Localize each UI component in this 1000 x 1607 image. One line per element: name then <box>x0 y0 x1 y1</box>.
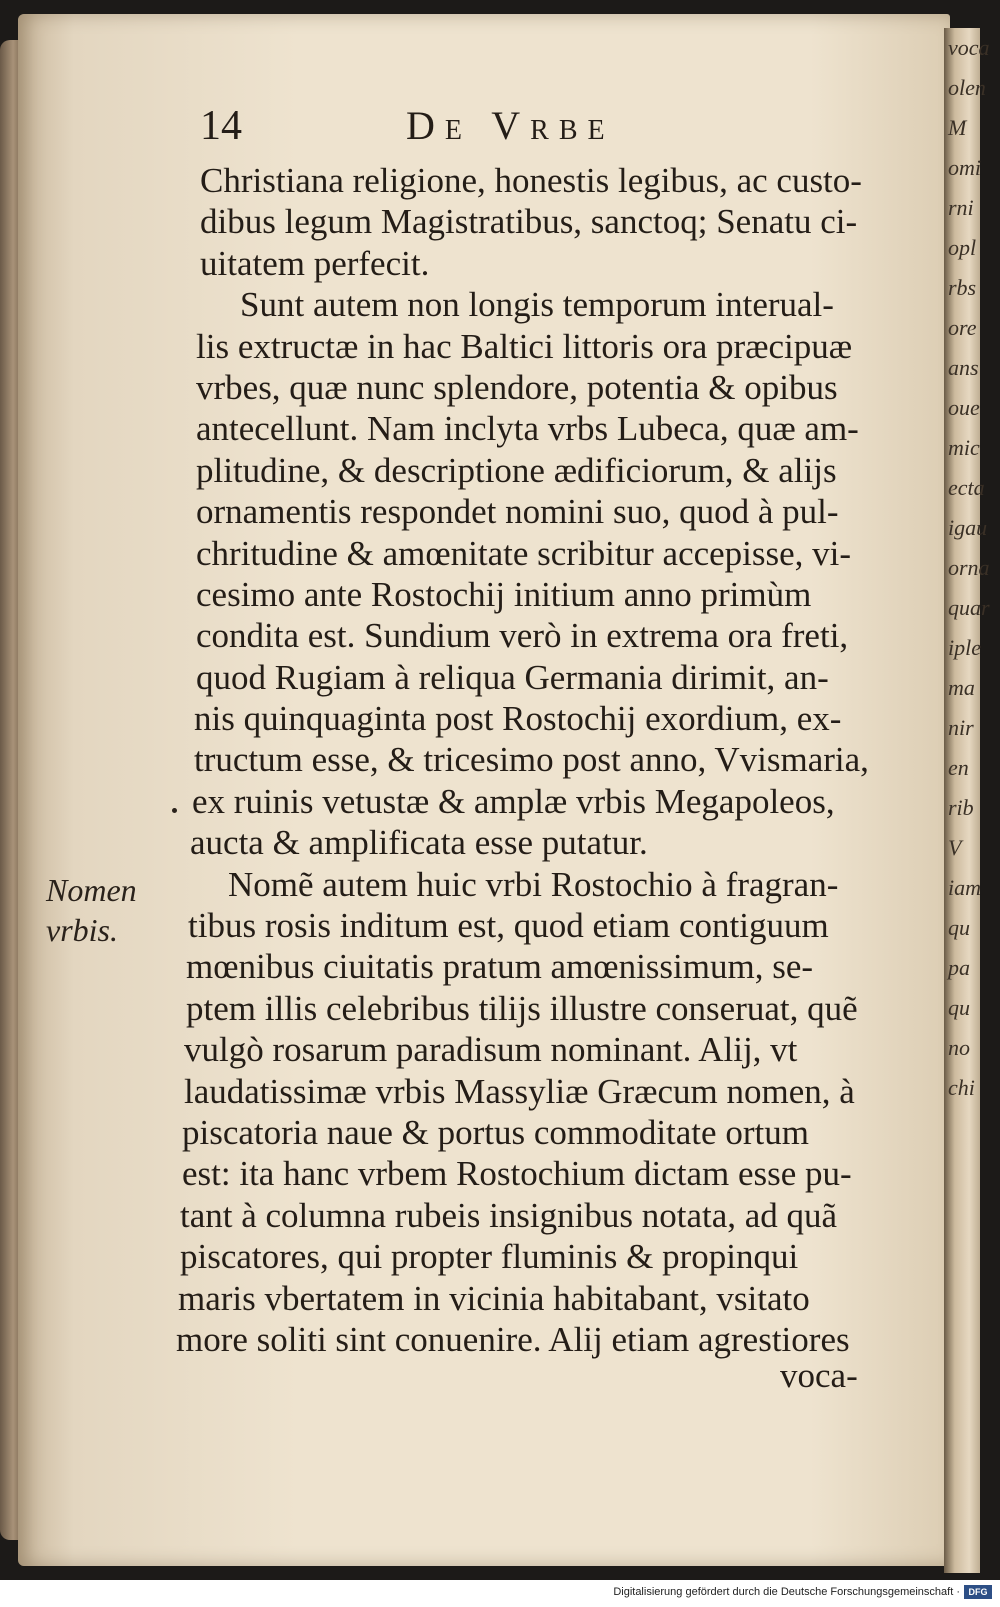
margin-note-line: vrbis. <box>46 912 118 948</box>
text-line: tructum esse, & tricesimo post anno, Vvismaria, <box>194 740 869 780</box>
text-line: quod Rugiam à reliqua Germania dirimit, an- <box>196 657 829 697</box>
text-line: lis extructæ in hac Baltici littoris ora præcipuæ <box>196 326 853 366</box>
facing-page-fragment: pa <box>948 955 970 980</box>
text-line: tant à columna rubeis insignibus notata, ad quã <box>180 1195 838 1235</box>
text-line: Nomẽ autem huic vrbi Rostochio à fragran- <box>228 864 839 904</box>
facing-page-fragment: ma <box>948 675 975 700</box>
facing-page-fragment: ans <box>948 355 979 380</box>
facing-page-fragment: no <box>948 1035 970 1060</box>
facing-page-fragment: olen <box>948 75 986 100</box>
facing-page-fragment: opl <box>948 235 977 260</box>
facing-page-fragment: ecta <box>948 475 985 500</box>
text-line: more soliti sint conuenire. Alij etiam agrestiores <box>176 1319 850 1359</box>
text-line: plitudine, & descriptione ædificiorum, & alijs <box>196 450 837 490</box>
body-text <box>176 160 896 1360</box>
facing-page-fragment: oue <box>948 395 980 420</box>
text-line: tibus rosis inditum est, quod etiam contiguum <box>188 906 829 946</box>
facing-page-fragment: quar <box>948 595 990 620</box>
text-line: vulgò rosarum paradisum nominant. Alij, vt <box>184 1030 798 1070</box>
text-line: maris vbertatem in vicinia habitabant, vsitato <box>178 1278 810 1318</box>
facing-page-fragment: M <box>948 115 967 140</box>
text-line: ex ruinis vetustæ & amplæ vrbis Megapoleos, <box>192 781 835 821</box>
text-line: ornamentis respondet nomini suo, quod à pul- <box>196 492 839 532</box>
text-line: nis quinquaginta post Rostochij exordium, ex- <box>194 699 842 739</box>
facing-page-fragment: qu <box>948 915 970 940</box>
text-line: aucta & amplificata esse putatur. <box>190 823 648 863</box>
facing-page-fragment: omi <box>948 155 981 180</box>
text-line: Sunt autem non longis temporum interual- <box>240 285 834 325</box>
margin-note-line: Nomen <box>46 872 137 908</box>
facing-page-fragment: mic <box>948 435 980 460</box>
facing-page-fragment: igau <box>948 515 988 540</box>
text-line: piscatores, qui propter fluminis & propinqui <box>180 1237 799 1277</box>
text-line: ptem illis celebribus tilijs illustre conseruat, quẽ <box>186 988 858 1028</box>
facing-page-fragment: qu <box>948 995 970 1020</box>
facing-page-fragment: iple <box>948 635 981 660</box>
facing-page-fragment: rib <box>948 795 974 820</box>
facing-page-fragment: nir <box>948 715 974 740</box>
footer-bar <box>0 1580 1000 1607</box>
text-line: Christiana religione, honestis legibus, ac custo- <box>200 161 862 200</box>
facing-page-fragment: rbs <box>948 275 977 300</box>
text-line: laudatissimæ vrbis Massyliæ Græcum nomen, à <box>184 1071 855 1111</box>
facing-page-fragment: chi <box>948 1075 975 1100</box>
margin-note <box>46 870 176 950</box>
text-line: mœnibus ciuitatis pratum amœnissimum, se- <box>186 947 814 987</box>
text-line: cesimo ante Rostochij initium anno primùm <box>196 574 812 614</box>
facing-page-fragment: V <box>948 835 962 860</box>
facing-page-fragment: rni <box>948 195 974 220</box>
text-line: condita est. Sundium verò in extrema ora freti, <box>196 616 849 656</box>
text-line: antecellunt. Nam inclyta vrbs Lubeca, quæ am- <box>196 409 859 449</box>
text-line: est: ita hanc vrbem Rostochium dictam esse pu- <box>182 1154 852 1194</box>
text-line: piscatoria naue & portus commoditate ortum <box>182 1112 809 1152</box>
page-number: 14 <box>200 103 242 149</box>
text-line: chritudine & amœnitate scribitur accepisse, vi- <box>196 533 852 573</box>
text-line: uitatem perfecit. <box>200 243 430 283</box>
page-header <box>200 102 720 162</box>
text-line: vrbes, quæ nunc splendore, potentia & opibus <box>196 367 838 407</box>
catchword: voca- <box>780 1356 858 1395</box>
text-line: dibus legum Magistratibus, sanctoq; Senatu ci- <box>200 202 858 242</box>
footer-credit: Digitalisierung gefördert durch die Deutsche Forschungsgemeinschaft · <box>613 1586 960 1598</box>
running-head: De Vrbe <box>406 103 615 148</box>
facing-page-fragment: en <box>948 755 969 780</box>
dfg-logo: DFG <box>964 1585 992 1599</box>
facing-page-fragment: orna <box>948 555 990 580</box>
facing-page-fragment: voca <box>948 35 990 60</box>
facing-page-fragment: iam <box>948 875 981 900</box>
facing-page-fragment: ore <box>948 315 977 340</box>
facing-page-edge <box>944 28 990 1573</box>
